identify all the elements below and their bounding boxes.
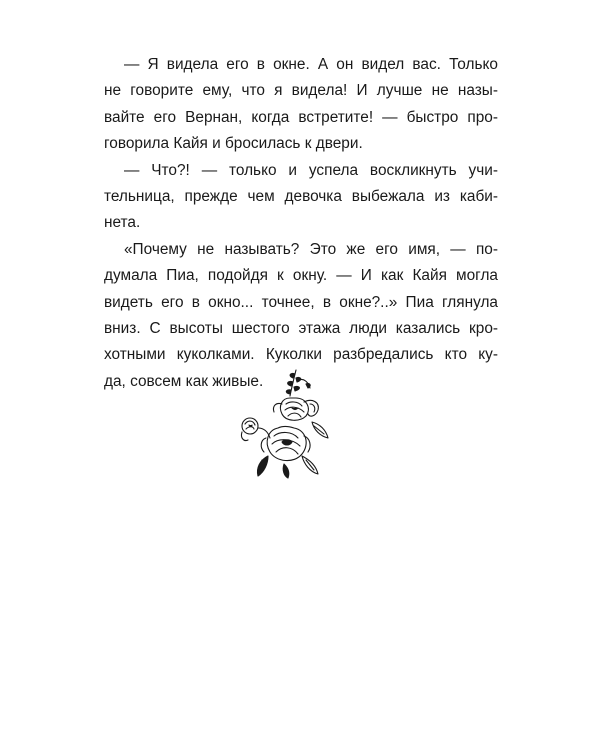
text-line: вниз. С высоты шестого этажа люди казались кро- bbox=[104, 319, 498, 337]
text-line: нета. bbox=[104, 214, 141, 232]
upper-peony bbox=[273, 398, 318, 420]
text-line: «Почему не называть? Это же его имя, — по- bbox=[124, 240, 498, 258]
peony-flowers-icon bbox=[238, 368, 330, 480]
text-line: вайте его Вернан, когда встретите! — быстро про- bbox=[104, 108, 498, 126]
rose-bud bbox=[241, 418, 270, 441]
text-line: — Что?! — только и успела воскликнуть учи- bbox=[124, 161, 498, 179]
leaf-sprig bbox=[286, 370, 310, 396]
text-line: видеть его в окно... точнее, в окне?..» Пиа глянула bbox=[104, 293, 498, 311]
text-line: хотными куколками. Куколки разбредались кто ку- bbox=[104, 346, 498, 364]
text-line: говорила Кайя и бросилась к двери. bbox=[104, 135, 363, 153]
text-line: — Я видела его в окне. А он видел вас. Только bbox=[124, 56, 498, 73]
bottom-leaves bbox=[257, 422, 328, 478]
text-line: не говорите ему, что я видела! И лучше не назы- bbox=[104, 82, 498, 100]
lower-peony bbox=[261, 427, 310, 461]
body-text bbox=[104, 52, 498, 395]
text-line: думала Пиа, подойдя к окну. — И как Кайя могла bbox=[104, 267, 498, 285]
text-line: да, совсем как живые. bbox=[104, 372, 264, 390]
text-line: тельница, прежде чем девочка выбежала из каби- bbox=[104, 187, 498, 205]
